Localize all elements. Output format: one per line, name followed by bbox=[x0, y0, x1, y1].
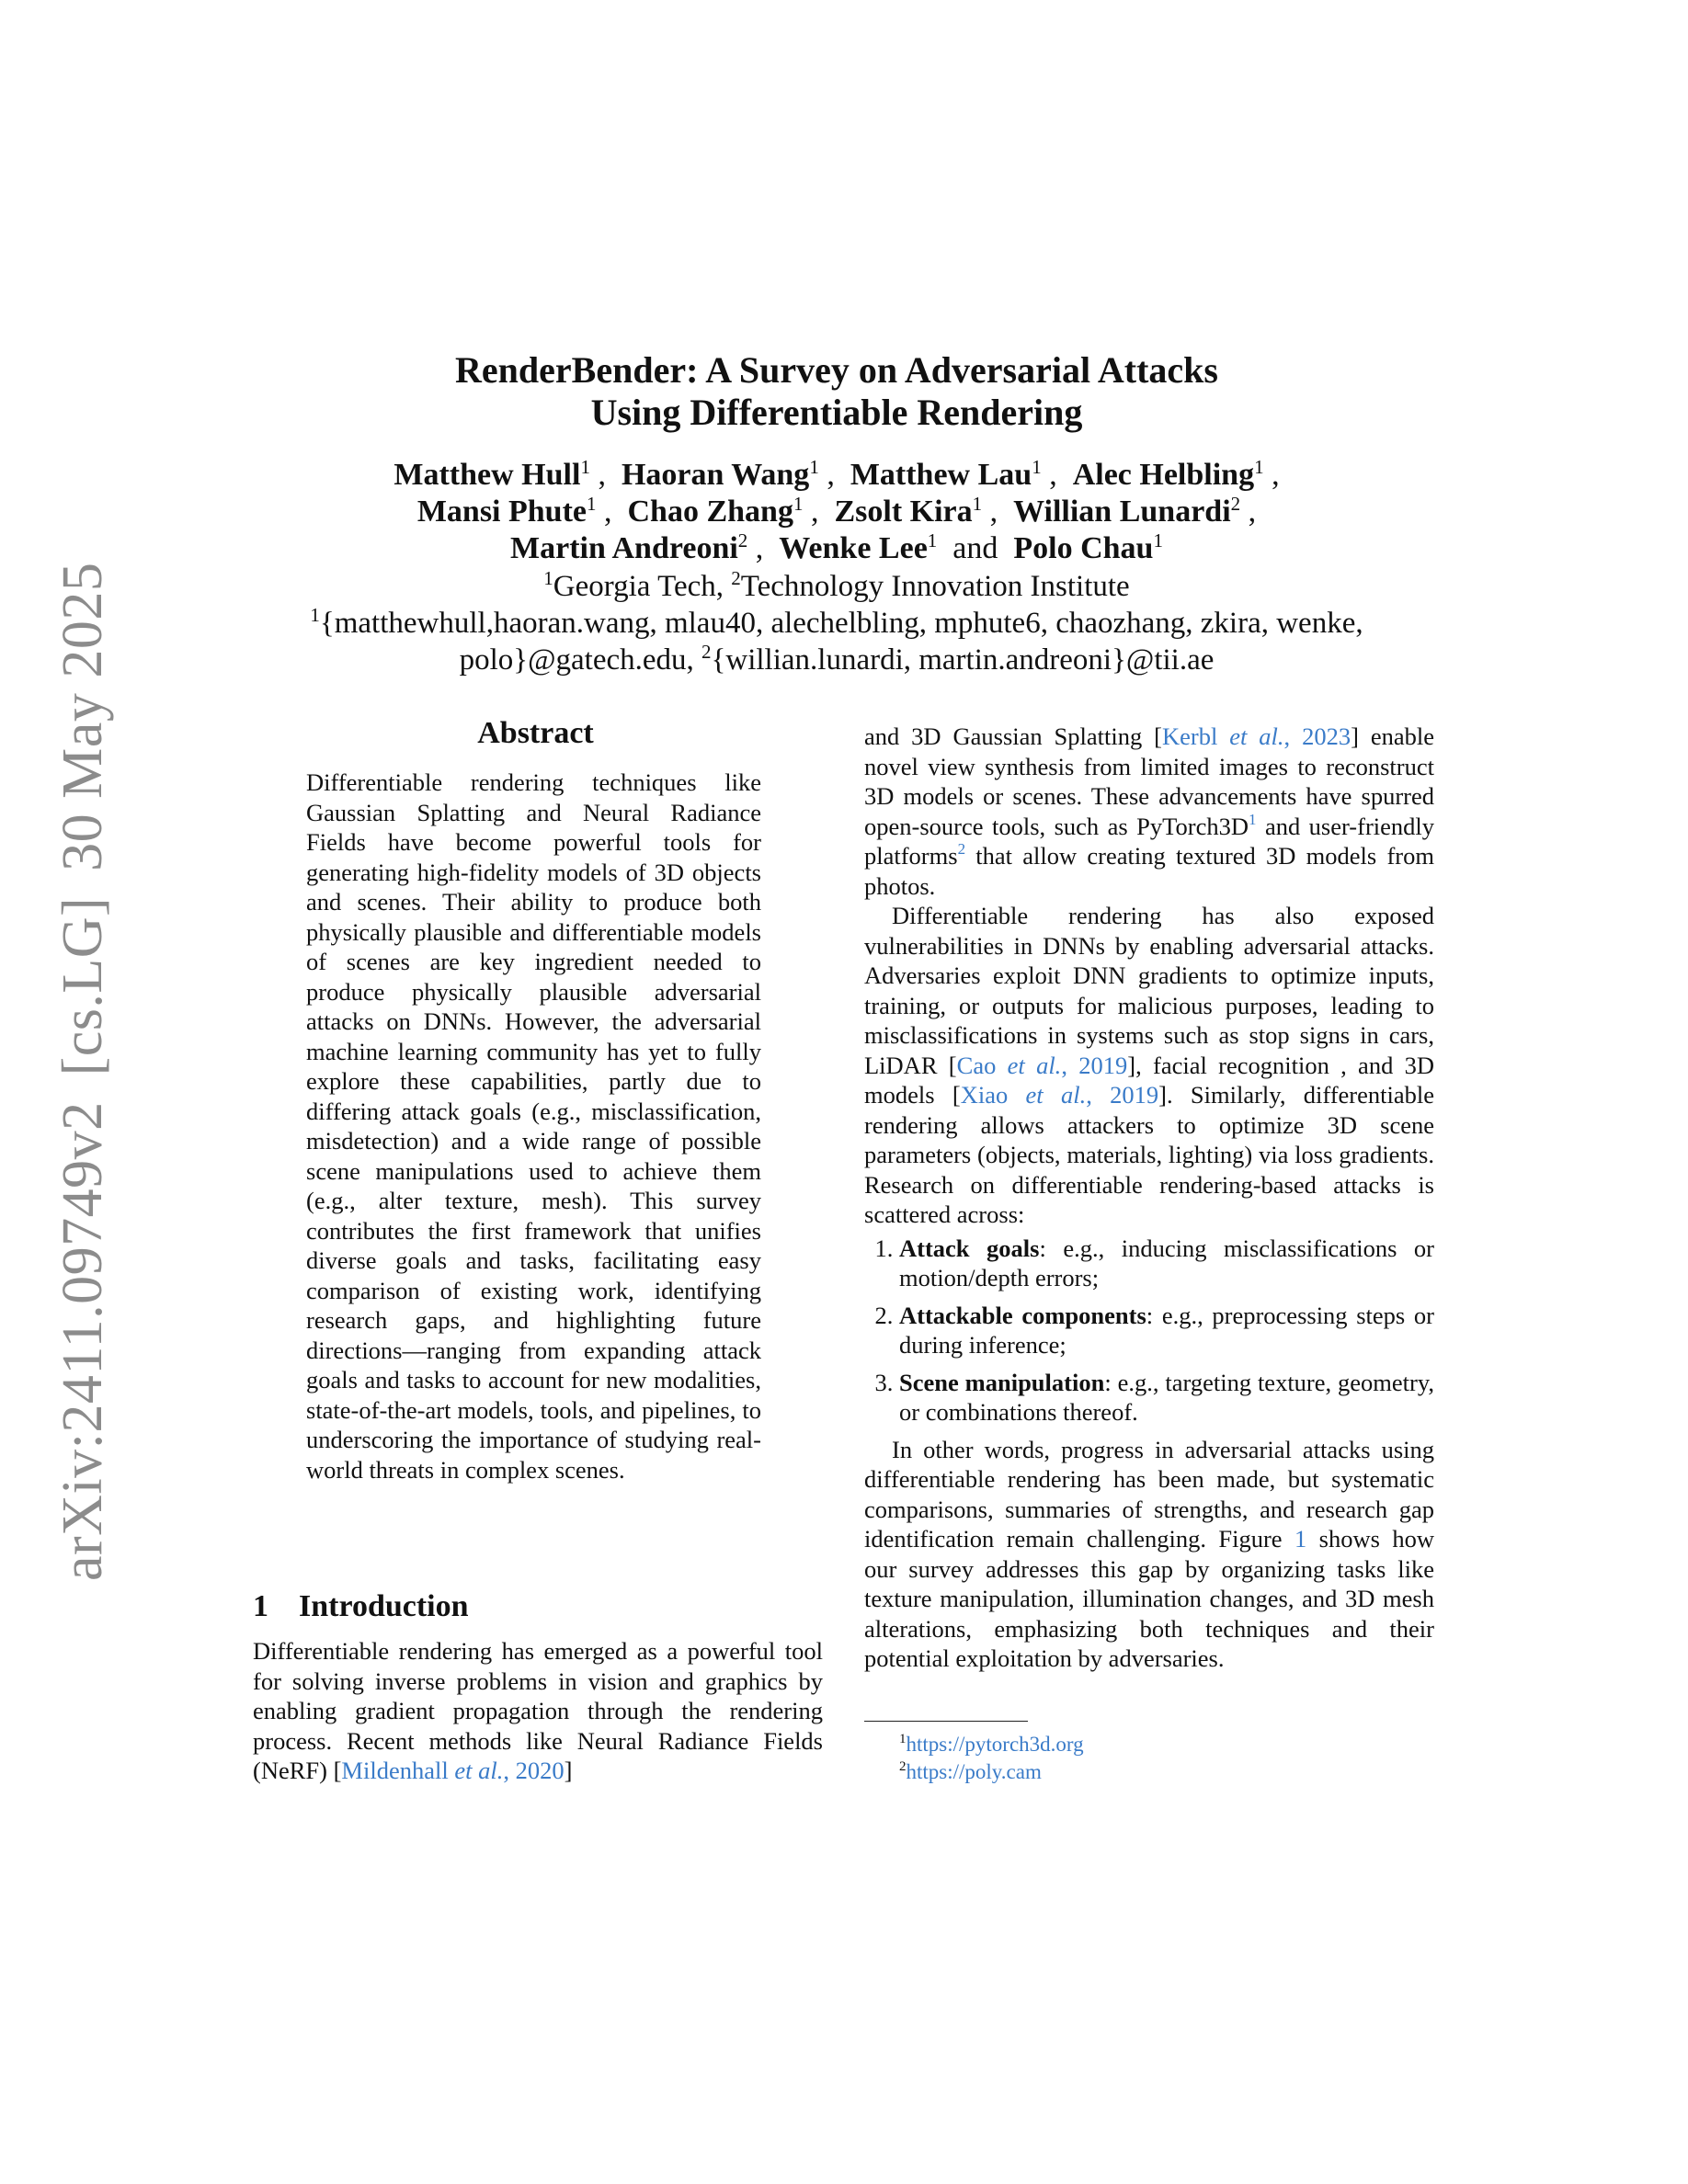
author-name: Chao Zhang bbox=[627, 495, 793, 529]
author-name: Alec Helbling bbox=[1072, 458, 1255, 492]
footnote-link[interactable]: 1 bbox=[1248, 810, 1257, 828]
abstract-heading: Abstract bbox=[477, 716, 594, 750]
affiliation-2: Technology Innovation Institute bbox=[740, 570, 1130, 603]
right-column bbox=[864, 722, 1434, 1674]
footnote-link[interactable]: 2 bbox=[957, 840, 966, 858]
citation-link[interactable]: Xiao et al., 2019 bbox=[960, 1081, 1159, 1109]
author-name: Wenke Lee bbox=[779, 531, 928, 565]
footnote-rule bbox=[864, 1721, 1028, 1722]
affiliation-1: Georgia Tech, bbox=[553, 570, 732, 603]
affiliations: $^1$Georgia Tech, $^2$Technology Innovation Institute bbox=[543, 567, 1130, 603]
citation-link[interactable]: Kerbl et al., 2023 bbox=[1162, 722, 1352, 750]
author-name: Willian Lunardi bbox=[1013, 495, 1231, 529]
footnote-url[interactable]: https://poly.cam bbox=[906, 1760, 1042, 1783]
author-line-1: Matthew Hull$^1$ , Haoran Wang$^1$ , Matthew Lau$^1$ , Alec Helbling$^1$ , bbox=[393, 456, 1280, 492]
title-line-1: RenderBender: A Survey on Adversarial Attacks bbox=[455, 349, 1218, 391]
arxiv-category: [cs.LG] bbox=[51, 896, 114, 1076]
author-name: Martin Andreoni bbox=[510, 531, 738, 565]
author-name: Zsolt Kira bbox=[834, 495, 973, 529]
author-name: Matthew Hull bbox=[393, 458, 581, 492]
intro-paragraph: Differentiable rendering has emerged as a powerful tool for solving inverse problems in vision and graphics by enabling gradient propagation through the rendering process. Recent methods like Neural Radiance Fields (NeRF) [Mildenhall et al., 2020] bbox=[253, 1637, 823, 1784]
author-name: Matthew Lau bbox=[850, 458, 1032, 492]
section-title: Introduction bbox=[299, 1589, 469, 1623]
paragraph: and 3D Gaussian Splatting [Kerbl et al., 2023] enable novel view synthesis from limited images to reconstruct 3D models or scenes. These advancements have spurred open-source tools, such as PyTorch3D$^1$ and user-friendly platforms$^2$ that allow creating textured 3D models from photos. bbox=[864, 722, 1435, 900]
list-item: 2. Attackable components: e.g., preprocessing steps or during inference; bbox=[899, 1301, 1434, 1360]
email-group-1a: {matthewhull,haoran.wang, mlau40, alechelbling, mphute6, chaozhang, zkira, wenke, bbox=[319, 607, 1363, 640]
list-item: 3. Scene manipulation: e.g., targeting texture, geometry, or combinations thereof. bbox=[899, 1368, 1434, 1428]
author-name: Haoran Wang bbox=[621, 458, 810, 492]
arxiv-stamp bbox=[51, 562, 115, 1581]
numbered-list bbox=[864, 1234, 1434, 1428]
email-group-1b: polo}@gatech.edu, bbox=[459, 643, 702, 677]
author-line-2: Mansi Phute$^1$ , Chao Zhang$^1$ , Zsolt Kira$^1$ , Willian Lunardi$^2$ , bbox=[416, 493, 1257, 529]
section-heading-introduction bbox=[253, 1588, 823, 1625]
citation-link[interactable]: Cao et al., 2019 bbox=[956, 1051, 1128, 1079]
abstract-body: Differentiable rendering techniques like Gaussian Splatting and Neural Radiance Fields have become powerful tools for generating high-fidelity models of 3D objects and scenes. Their ability to produce both physically plausible and differentiable models of scenes are key ingredient needed to produce physically plausible adversarial attacks on DNNs. However, the adversarial machine learning community has yet to fully explore these capabilities, partly due to differing attack goals (e.g., misclassification, misdetection) and a wide range of possible scene manipulations used to achieve them (e.g., alter texture, mesh). This survey contributes the first framework that unifies diverse goals and tasks, facilitating easy comparison of existing work, identifying research gaps, and highlighting future directions—ranging from expanding attack goals and tasks to account for new modalities, state-of-the-art models, tools, and pipelines, to underscoring the importance of studying real-world threats in complex scenes. bbox=[306, 768, 761, 1484]
author-emails: $^1${matthewhull,haoran.wang, mlau40, alechelbling, mphute6, chaozhang, zkira, wenke, polo}@gatech.edu, $^2${willian.lunardi, martin.andreoni}@tii.ae bbox=[310, 604, 1363, 677]
arxiv-id: arXiv:2411.09749v2 bbox=[51, 1101, 114, 1581]
footnote: $^2$https://poly.cam bbox=[899, 1759, 1042, 1783]
arxiv-date: 30 May 2025 bbox=[51, 562, 114, 871]
paragraph: Differentiable rendering has also exposed vulnerabilities in DNNs by enabling adversarial attacks. Adversaries exploit DNN gradients to optimize inputs, training, or outputs for malicious purposes, leading to misclassifications in systems such as stop signs in cars, LiDAR [Cao et al., 2019], facial recognition , and 3D models [Xiao et al., 2019]. Similarly, differentiable rendering allows attackers to optimize 3D scene parameters (objects, materials, lighting) via loss gradients. Research on differentiable rendering-based attacks is scattered across: bbox=[864, 902, 1435, 1228]
author-name: Polo Chau bbox=[1013, 531, 1154, 565]
citation-link[interactable]: Mildenhall et al., 2020 bbox=[341, 1757, 565, 1784]
and-word: and bbox=[952, 531, 998, 565]
email-group-2: {willian.lunardi, martin.andreoni}@tii.ae bbox=[711, 643, 1215, 677]
footnote: $^1$https://pytorch3d.org bbox=[899, 1732, 1084, 1756]
figure-link[interactable]: 1 bbox=[1295, 1525, 1307, 1553]
author-line-3: Martin Andreoni$^2$ , Wenke Lee$^1$ and Polo Chau$^1$ bbox=[510, 529, 1163, 565]
paragraph: In other words, progress in adversarial attacks using differentiable rendering has been made, but systematic comparisons, summaries of strengths, and research gap identification remain challenging. Figure 1 shows how our survey addresses this gap by organizing tasks like texture manipulation, illumination changes, and 3D mesh alterations, emphasizing both techniques and their potential exploitation by adversaries. bbox=[864, 1435, 1434, 1672]
paper-title bbox=[239, 349, 1434, 434]
title-line-2: Using Differentiable Rendering bbox=[590, 392, 1083, 433]
author-list bbox=[202, 457, 1471, 567]
footnote-url[interactable]: https://pytorch3d.org bbox=[906, 1733, 1084, 1756]
section-number: 1 bbox=[253, 1589, 268, 1623]
author-name: Mansi Phute bbox=[416, 495, 587, 529]
list-item: 1. Attack goals: e.g., inducing misclassifications or motion/depth errors; bbox=[899, 1234, 1434, 1293]
